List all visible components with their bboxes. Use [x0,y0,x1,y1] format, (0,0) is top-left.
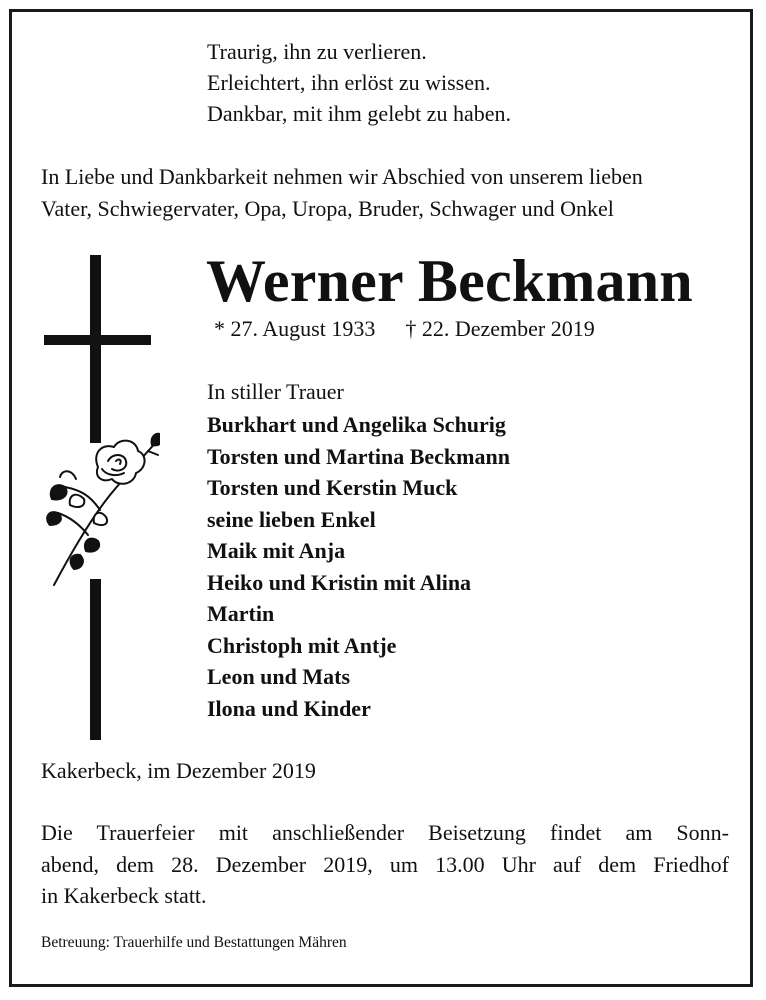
list-item: Burkhart und Angelika Schurig [207,412,506,437]
list-item: Christoph mit Antje [207,632,397,658]
intro-line: In Liebe und Dankbarkeit nehmen wir Abschied von unserem lieben [41,164,643,189]
list-item: Maik mit Anja [207,538,346,563]
list-item: Torsten und Martina Beckmann [207,443,510,469]
death-date: † 22. Dezember 2019 [405,316,595,341]
cross-icon [40,255,160,740]
list-item: Torsten und Kerstin Muck [207,475,458,500]
list-item: Martin [207,601,275,626]
mourners-heading: In stiller Trauer [207,379,344,404]
poem [207,36,511,129]
list-item: seine lieben Enkel [207,506,376,532]
poem-line: Traurig, ihn zu verlieren. [207,39,427,64]
service-notice [41,817,729,912]
list-item: Leon und Mats [207,664,351,689]
birth-date: * 27. August 1933 [214,316,376,341]
service-line: in Kakerbeck statt. [41,883,207,908]
service-line: Die Trauerfeier mit anschließender Beisetzung findet am Sonn- [41,820,729,845]
intro-text [41,161,643,225]
rose-icon [47,434,160,585]
funeral-home-credit: Betreuung: Trauerhilfe und Bestattungen Mähren [41,934,347,951]
poem-line: Dankbar, mit ihm gelebt zu haben. [207,101,511,126]
list-item: Ilona und Kinder [207,695,371,721]
life-dates [214,315,595,343]
deceased-name: Werner Beckmann [206,248,693,314]
place-date: Kakerbeck, im Dezember 2019 [41,758,316,783]
mourners-list [207,409,510,724]
intro-line: Vater, Schwiegervater, Opa, Uropa, Bruder, Schwager und Onkel [41,196,614,221]
poem-line: Erleichtert, ihn erlöst zu wissen. [207,70,491,95]
service-line: abend, dem 28. Dezember 2019, um 13.00 Uhr auf dem Friedhof [41,851,729,877]
list-item: Heiko und Kristin mit Alina [207,569,472,595]
